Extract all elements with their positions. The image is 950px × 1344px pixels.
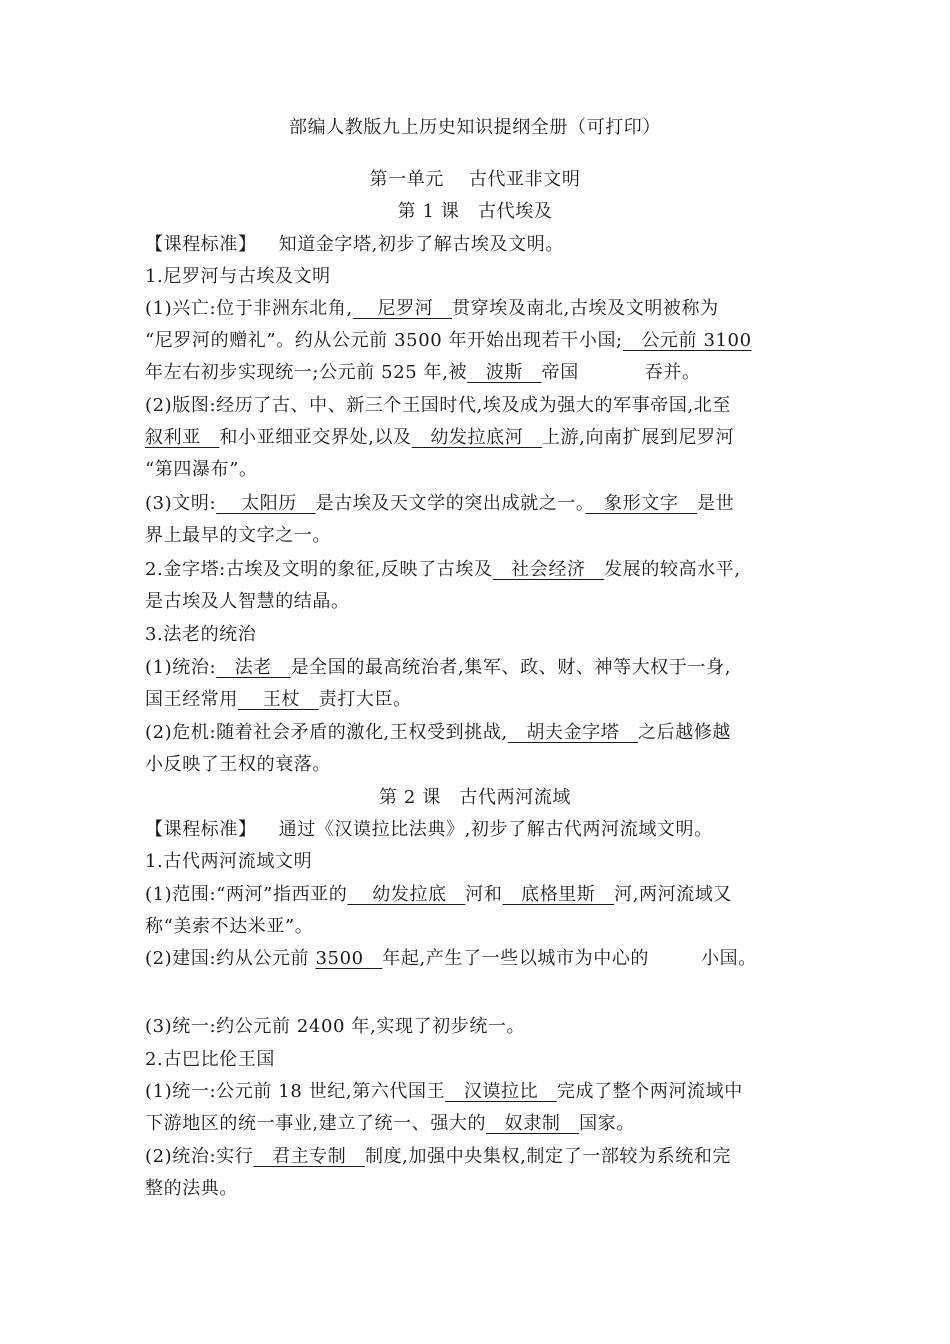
paragraph-babylon-unify-line1	[145, 1076, 815, 1108]
blank-answer: 底格里斯	[502, 884, 615, 905]
blank-answer: 奴隶制	[486, 1113, 580, 1134]
text-span: 是古埃及天文学的突出成就之一。	[315, 493, 586, 514]
standard-text: 知道金字塔,初步了解古埃及文明。	[278, 234, 564, 255]
blank-answer: 社会经济	[492, 559, 605, 580]
text-span: 河和	[465, 884, 503, 905]
text-span: 是全国的最高统治者,集军、政、财、神等大权于一身,	[290, 657, 732, 678]
lesson-1-heading: 第 1 课 古代埃及	[397, 201, 553, 222]
unit-heading: 第一单元 古代亚非文明	[369, 169, 581, 190]
text-span: 上游,向南扩展到尼罗河	[541, 427, 735, 448]
section-pharaoh: 3.法老的统治	[145, 624, 257, 645]
paragraph-crisis-line2: 小反映了王权的衰落。	[145, 754, 331, 775]
blank-answer: 幼发拉底	[347, 884, 466, 905]
blank-answer: 象形文字	[585, 493, 698, 514]
text-span: 发展的较高水平,	[604, 559, 741, 580]
blank-answer: 法老	[216, 657, 291, 678]
text-span: 是世	[697, 493, 735, 514]
text-span: 2.金字塔:古埃及文明的象征,反映了古埃及	[145, 559, 493, 580]
blank-answer: 尼罗河	[352, 298, 453, 319]
paragraph-scope-line1	[145, 879, 815, 911]
section-babylon: 2.古巴比伦王国	[145, 1049, 275, 1070]
text-span: 责打大臣。	[318, 689, 412, 710]
standard-text: 通过《汉谟拉比法典》,初步了解古代两河流域文明。	[278, 819, 713, 840]
blank-answer: 胡夫金字塔	[507, 722, 639, 743]
paragraph-territory-line2	[145, 422, 815, 454]
section-pyramid-line1	[145, 554, 815, 586]
paragraph-civilization-line2: 界上最早的文字之一。	[145, 525, 331, 546]
standard-label: 【课程标准】	[145, 819, 257, 840]
text-span: 小国。	[701, 948, 757, 969]
section-nile: 1.尼罗河与古埃及文明	[145, 266, 331, 287]
lesson-2-standard	[145, 814, 815, 846]
text-span: 国王经常用	[145, 689, 238, 710]
paragraph-scope-line2: 称“美索不达米亚”。	[145, 916, 314, 937]
blank-answer: 幼发拉底河	[411, 427, 542, 448]
paragraph-territory-line1: (2)版图:经历了古、中、新三个王国时代,埃及成为强大的军事帝国,北至	[145, 395, 732, 416]
paragraph-unification: (3)统一:约公元前 2400 年,实现了初步统一。	[145, 1016, 526, 1037]
text-span: (1)范围:“两河”指西亚的	[145, 884, 348, 905]
paragraph-rise-fall-line2	[145, 325, 815, 357]
text-span: 年起,产生了一些以城市为中心的	[382, 948, 650, 969]
text-span: (1)统治:	[145, 657, 217, 678]
blank-answer: 王杖	[238, 689, 319, 710]
section-two-rivers: 1.古代两河流域文明	[145, 851, 313, 872]
section-pyramid-line2: 是古埃及人智慧的结晶。	[145, 591, 350, 612]
document-title: 部编人教版九上历史知识提纲全册（可打印）	[289, 117, 661, 138]
lesson-1-standard	[145, 229, 815, 261]
blank-answer: 汉谟拉比	[445, 1081, 557, 1102]
text-span: (1)兴亡:位于非洲东北角,	[145, 298, 353, 319]
paragraph-rule-line2	[145, 684, 815, 716]
text-span: 制度,加强中央集权,制定了一部较为系统和完	[364, 1146, 732, 1167]
text-span: 河,两河流域又	[614, 884, 733, 905]
text-span: 帝国	[541, 362, 579, 383]
text-span: 完成了整个两河流域中	[556, 1081, 743, 1102]
paragraph-babylon-unify-line2	[145, 1108, 815, 1140]
blank-answer: 君主专制	[253, 1146, 365, 1167]
text-span: (1)统一:公元前 18 世纪,第六代国王	[145, 1081, 446, 1102]
paragraph-babylon-rule-line1	[145, 1141, 815, 1173]
blank-answer: 3500	[315, 948, 383, 969]
paragraph-founding	[145, 943, 815, 975]
text-span: 吞并。	[644, 362, 701, 383]
standard-label: 【课程标准】	[145, 234, 257, 255]
paragraph-civilization-line1	[145, 488, 815, 520]
paragraph-crisis-line1	[145, 717, 815, 749]
paragraph-rise-fall-line3	[145, 357, 815, 389]
lesson-2-heading: 第 2 课 古代两河流域	[378, 787, 572, 808]
text-span: (2)统治:实行	[145, 1146, 254, 1167]
text-span: (2)建国:约从公元前	[145, 948, 316, 969]
text-span: (2)危机:随着社会矛盾的激化,王权受到挑战,	[145, 722, 508, 743]
paragraph-rise-fall-line1	[145, 293, 815, 325]
text-span: (3)文明:	[145, 493, 217, 514]
blank-answer: 叙利亚	[145, 427, 220, 448]
text-span: 下游地区的统一事业,建立了统一、强大的	[145, 1113, 487, 1134]
text-span: 之后越修越	[638, 722, 732, 743]
paragraph-babylon-rule-line2: 整的法典。	[145, 1178, 238, 1199]
text-span: 年左右初步实现统一;公元前 525 年,被	[145, 362, 468, 383]
paragraph-rule-line1	[145, 652, 815, 684]
text-span: 和小亚细亚交界处,以及	[219, 427, 412, 448]
blank-answer: 公元前 3100	[622, 330, 752, 351]
text-span: 国家。	[579, 1113, 635, 1134]
blank-answer: 波斯	[467, 362, 542, 383]
text-span: “尼罗河的赠礼”。约从公元前 3500 年开始出现若干小国;	[145, 330, 623, 351]
blank-answer: 太阳历	[216, 493, 316, 514]
text-span: 贯穿埃及南北,古埃及文明被称为	[452, 298, 719, 319]
paragraph-territory-line3: “第四瀑布”。	[145, 459, 258, 480]
